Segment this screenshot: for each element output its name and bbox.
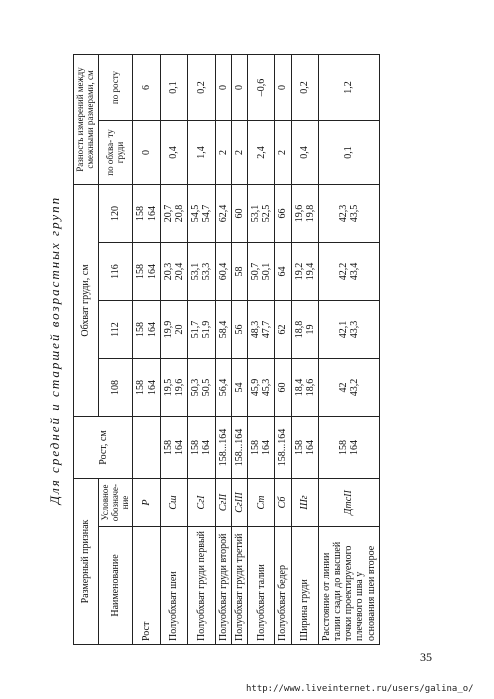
cell-value: 20,4	[174, 262, 186, 281]
cell-value: 164	[146, 264, 158, 279]
row-bust-value	[275, 185, 291, 243]
cell-value: 42,3	[337, 204, 349, 223]
cell-value: 164	[348, 440, 360, 455]
row-bust-value	[247, 301, 274, 359]
cell-value: 19,5	[162, 378, 174, 397]
table-row	[231, 55, 247, 645]
row-name: Полуобхват груди первый	[188, 527, 215, 645]
cell-value: 164	[174, 440, 186, 455]
table-row	[160, 55, 187, 645]
cell-value: 19,6	[293, 204, 305, 223]
cell-value: 54	[233, 382, 245, 393]
row-diff-by-bust: 0,1	[318, 121, 379, 185]
header-bust-120: 120	[98, 185, 133, 243]
row-symbol: Сб	[275, 479, 291, 527]
table-row	[133, 55, 160, 645]
cell-value: 51,7	[190, 320, 202, 339]
row-name: Расстояние от линии талии сзади до высшей точки проектируемого плечевого шва у основания шеи второе	[318, 527, 379, 645]
cell-value: 158	[162, 440, 174, 455]
cell-value: 42,1	[337, 320, 349, 339]
cell-value: 54,5	[190, 204, 202, 223]
row-bust-value	[133, 359, 160, 417]
row-bust-value	[160, 301, 187, 359]
header-feature: Размерный признак	[74, 479, 99, 645]
row-bust-value	[318, 185, 379, 243]
row-diff-by-bust: 2	[231, 121, 247, 185]
cell-value: 60	[233, 208, 245, 219]
cell-value: 58,4	[217, 320, 229, 339]
row-bust-value	[188, 359, 215, 417]
cell-value: 158	[135, 264, 147, 279]
cell-value: 43,4	[348, 262, 360, 281]
row-diff-by-bust: 0,4	[291, 121, 318, 185]
row-bust-value	[215, 185, 231, 243]
row-diff-by-height: 0,2	[291, 55, 318, 121]
row-diff-by-height: 0	[215, 55, 231, 121]
table-heading: Для средней и старшей возрастных групп	[47, 195, 62, 505]
row-bust-value	[231, 243, 247, 301]
row-diff-by-bust: 0	[133, 121, 160, 185]
row-bust-value	[215, 301, 231, 359]
header-by-bust: по обхва- ту груди	[98, 121, 133, 185]
row-diff-by-height: 0,1	[160, 55, 187, 121]
cell-value: 43,2	[348, 378, 360, 397]
header-bust-108: 108	[98, 359, 133, 417]
row-name: Рост	[133, 527, 160, 645]
row-diff-by-bust: 0,4	[160, 121, 187, 185]
cell-value: 56	[233, 324, 245, 335]
row-bust-value	[318, 301, 379, 359]
row-bust-value	[231, 185, 247, 243]
cell-value: 42	[337, 382, 349, 393]
header-symbol: Условное обозначе- ние	[98, 479, 133, 527]
row-symbol: ДтсII	[318, 479, 379, 527]
header-name: Наименование	[98, 527, 133, 645]
row-symbol: СгI	[188, 479, 215, 527]
cell-value: 60	[277, 382, 289, 393]
cell-value: 158	[135, 322, 147, 337]
cell-value: 48,3	[249, 320, 261, 339]
row-bust-value	[291, 359, 318, 417]
cell-value: 43,3	[348, 320, 360, 339]
table-row	[215, 55, 231, 645]
row-bust-value	[215, 243, 231, 301]
row-bust-value	[160, 243, 187, 301]
row-bust-value	[275, 243, 291, 301]
cell-value: 158	[135, 380, 147, 395]
row-bust-value	[188, 301, 215, 359]
cell-value: 164	[146, 322, 158, 337]
cell-value: 53,1	[190, 262, 202, 281]
row-diff-by-bust: 2	[215, 121, 231, 185]
header-height: Рост, см	[74, 417, 133, 479]
row-name: Полуобхват бедер	[275, 527, 291, 645]
cell-value: 20	[174, 324, 186, 335]
cell-value: 50,7	[249, 262, 261, 281]
cell-value: 164	[261, 440, 273, 455]
row-bust-value	[291, 243, 318, 301]
row-symbol: P	[133, 479, 160, 527]
row-diff-by-height: 1,2	[318, 55, 379, 121]
cell-value: 19,8	[304, 204, 316, 223]
cell-value: 158	[190, 440, 202, 455]
row-height	[275, 417, 291, 479]
row-bust-value	[215, 359, 231, 417]
cell-value: 158...164	[217, 428, 229, 467]
row-bust-value	[275, 301, 291, 359]
cell-value: 56,4	[217, 378, 229, 397]
cell-value: 64	[277, 266, 289, 277]
cell-value: 53,1	[249, 204, 261, 223]
table-row	[275, 55, 291, 645]
cell-value: 158	[135, 206, 147, 221]
row-height	[247, 417, 274, 479]
cell-value: 50,3	[190, 378, 202, 397]
row-diff-by-height: 0	[231, 55, 247, 121]
cell-value: 66	[277, 208, 289, 219]
row-bust-value	[133, 301, 160, 359]
row-name: Полуобхват шеи	[160, 527, 187, 645]
cell-value: 164	[146, 206, 158, 221]
page-number: 35	[420, 650, 432, 664]
cell-value: 20,7	[162, 204, 174, 223]
row-symbol: Сш	[160, 479, 187, 527]
table-row	[188, 55, 215, 645]
row-height	[215, 417, 231, 479]
cell-value: 51,9	[201, 320, 213, 339]
row-bust-value	[160, 185, 187, 243]
row-bust-value	[188, 185, 215, 243]
rotated-table-block	[47, 55, 477, 645]
row-bust-value	[160, 359, 187, 417]
row-bust-value	[247, 359, 274, 417]
row-name: Полуобхват груди третий	[231, 527, 247, 645]
cell-value: 62,4	[217, 204, 229, 223]
row-height	[133, 417, 160, 479]
cell-value: 50,5	[201, 378, 213, 397]
cell-value: 19,4	[304, 262, 316, 281]
row-height	[318, 417, 379, 479]
cell-value: 62	[277, 324, 289, 335]
cell-value: 60,4	[217, 262, 229, 281]
cell-value: 19,2	[293, 262, 305, 281]
row-symbol: Шг	[291, 479, 318, 527]
row-diff-by-height: 6	[133, 55, 160, 121]
cell-value: 158...164	[277, 428, 289, 467]
cell-value: 158	[337, 440, 349, 455]
row-bust-value	[291, 301, 318, 359]
row-bust-value	[291, 185, 318, 243]
row-diff-by-bust: 1,4	[188, 121, 215, 185]
row-name: Полуобхват талии	[247, 527, 274, 645]
header-bust-112: 112	[98, 301, 133, 359]
row-symbol: СгII	[215, 479, 231, 527]
row-bust-value	[318, 243, 379, 301]
row-name: Полуобхват груди второй	[215, 527, 231, 645]
cell-value: 18,4	[293, 378, 305, 397]
row-height	[231, 417, 247, 479]
row-height	[188, 417, 215, 479]
cell-value: 19,9	[162, 320, 174, 339]
cell-value: 158	[293, 440, 305, 455]
measurements-table	[73, 54, 380, 645]
table-row	[318, 55, 379, 645]
footer-url: http://www.liveinternet.ru/users/galina_o/	[246, 684, 474, 694]
cell-value: 158...164	[233, 428, 245, 467]
row-height	[291, 417, 318, 479]
cell-value: 18,8	[293, 320, 305, 339]
row-name: Ширина груди	[291, 527, 318, 645]
row-symbol: СгIII	[231, 479, 247, 527]
cell-value: 52,5	[261, 204, 273, 223]
header-bust-116: 116	[98, 243, 133, 301]
cell-value: 45,3	[261, 378, 273, 397]
row-bust-value	[247, 185, 274, 243]
cell-value: 164	[146, 380, 158, 395]
table-body	[133, 55, 379, 645]
row-symbol: Ст	[247, 479, 274, 527]
row-diff-by-bust: 2	[275, 121, 291, 185]
row-diff-by-height: 0	[275, 55, 291, 121]
row-bust-value	[275, 359, 291, 417]
row-bust-value	[231, 301, 247, 359]
header-by-height: по росту	[98, 55, 133, 121]
header-difference: Разность измерений между смежными размерами, см	[74, 55, 99, 185]
row-bust-value	[231, 359, 247, 417]
row-diff-by-height: 0,2	[188, 55, 215, 121]
cell-value: 20,3	[162, 262, 174, 281]
row-bust-value	[133, 243, 160, 301]
row-bust-value	[188, 243, 215, 301]
row-bust-value	[133, 185, 160, 243]
table-row	[291, 55, 318, 645]
row-diff-by-bust: 2,4	[247, 121, 274, 185]
cell-value: 158	[249, 440, 261, 455]
cell-value: 19,6	[174, 378, 186, 397]
cell-value: 164	[304, 440, 316, 455]
cell-value: 50,1	[261, 262, 273, 281]
cell-value: 45,9	[249, 378, 261, 397]
row-bust-value	[247, 243, 274, 301]
cell-value: 19	[304, 324, 316, 335]
table-row	[247, 55, 274, 645]
row-diff-by-height: –0,6	[247, 55, 274, 121]
row-bust-value	[318, 359, 379, 417]
cell-value: 58	[233, 266, 245, 277]
cell-value: 43,5	[348, 204, 360, 223]
cell-value: 18,6	[304, 378, 316, 397]
cell-value: 20,8	[174, 204, 186, 223]
cell-value: 164	[201, 440, 213, 455]
header-bust-girth: Обхват груди, см	[74, 185, 99, 417]
cell-value: 47,7	[261, 320, 273, 339]
row-height	[160, 417, 187, 479]
cell-value: 53,3	[201, 262, 213, 281]
cell-value: 54,7	[201, 204, 213, 223]
cell-value: 42,2	[337, 262, 349, 281]
